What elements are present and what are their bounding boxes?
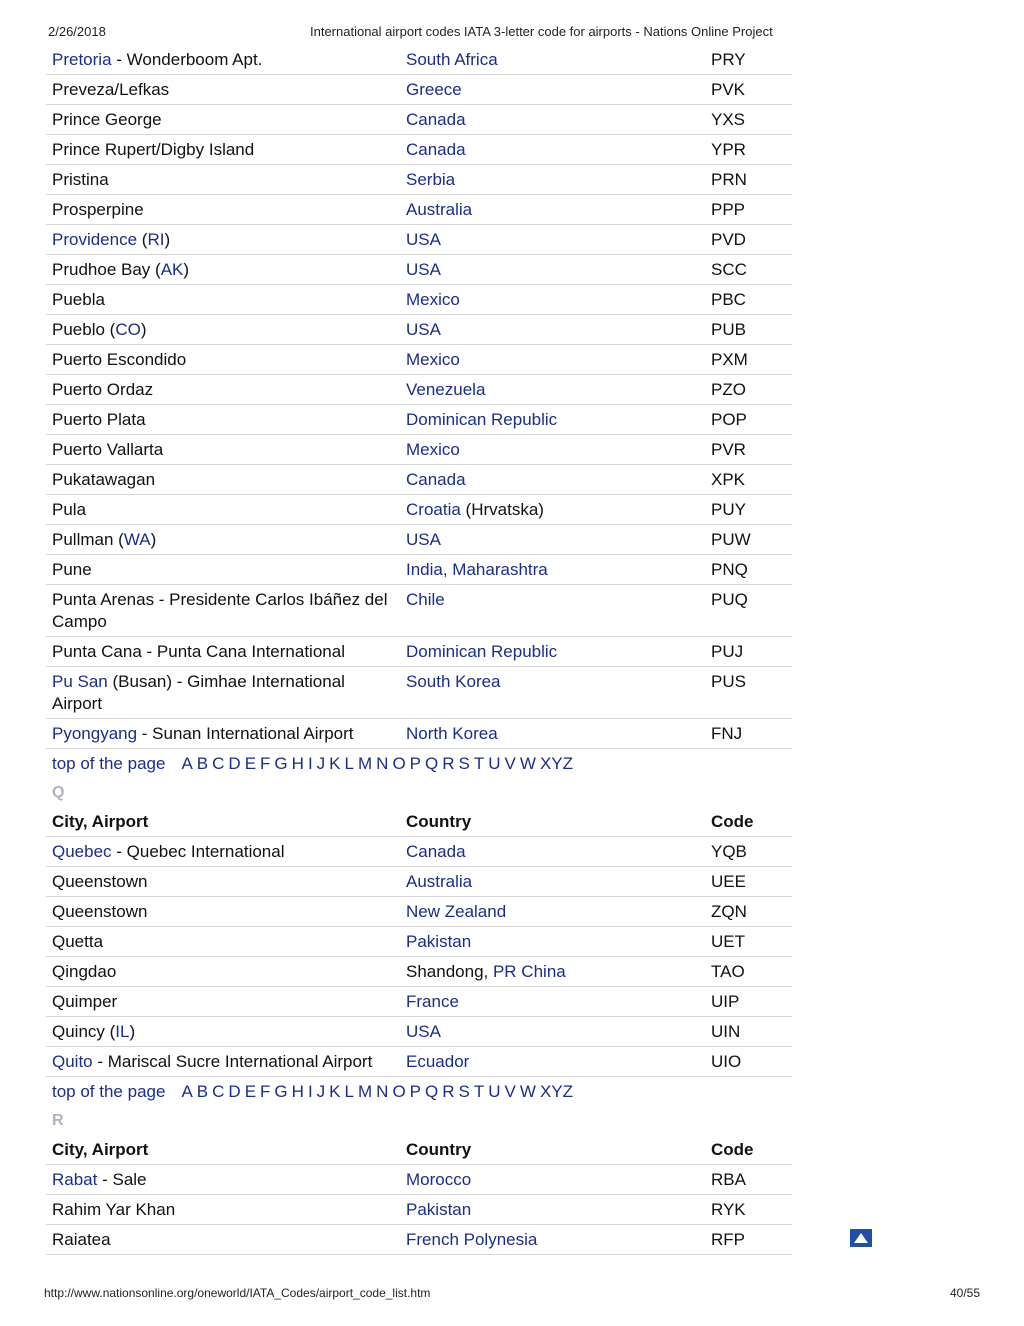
code-cell: UEE [711,872,746,891]
table-row [46,1017,792,1047]
airport-code-table [46,45,792,1255]
table-row [46,465,792,495]
letter-link[interactable]: A [181,1082,193,1101]
code-cell: UIN [711,1022,741,1041]
city-cell [46,135,400,164]
table-row [46,867,792,897]
city-cell [46,465,400,494]
city-cell [46,435,400,464]
code-cell: YXS [711,110,746,129]
letter-link[interactable]: B [196,1082,209,1101]
table-row [46,135,792,165]
city-cell [46,1195,400,1224]
link[interactable]: French Polynesia [406,1230,538,1249]
link[interactable]: CO [115,320,141,339]
back-to-top-button[interactable] [850,1229,872,1247]
letter-link[interactable]: R [442,1082,455,1101]
text: Quincy ( [52,1022,116,1041]
link[interactable]: North Korea [406,724,498,743]
table-row [46,667,792,719]
table-row [46,255,792,285]
text: Punta Cana - Punta Cana International [52,642,345,661]
link[interactable]: Morocco [406,1170,472,1189]
code-cell: PVD [711,230,746,249]
letter-link[interactable]: S [458,754,470,773]
text: - Mariscal Sucre International Airport [92,1052,373,1071]
text: (Busan) - Gimhae International Airport [52,672,345,713]
link[interactable]: USA [406,320,441,339]
text: Punta Arenas - Presidente Carlos Ibáñez del Campo [52,590,388,631]
header-city: City, Airport [52,1140,149,1159]
page-url: http://www.nationsonline.org/oneworld/IATA_Codes/airport_code_list.htm [44,1286,431,1300]
text: Pullman ( [52,530,124,549]
table-row [46,1225,792,1255]
country-cell [400,375,705,404]
link[interactable]: France [406,992,459,1011]
letter-link[interactable]: H [291,1082,304,1101]
text: ) [164,230,171,249]
letter-link[interactable]: L [344,1082,354,1101]
city-cell [46,987,400,1016]
country-cell [400,1165,705,1194]
letter-link[interactable]: W [519,1082,536,1101]
link[interactable]: AK [160,260,184,279]
link[interactable]: Providence [52,230,138,249]
link[interactable]: Serbia [406,170,456,189]
table-row [46,637,792,667]
letter-link[interactable]: I [307,754,313,773]
country-cell [400,719,705,748]
city-cell [46,315,400,344]
country-cell [400,637,705,666]
text: Pristina [52,170,109,189]
city-cell [46,837,400,866]
table-row [46,405,792,435]
section-letter: R [52,1112,64,1129]
letter-link[interactable]: D [228,1082,241,1101]
country-cell [400,255,705,284]
code-cell: TAO [711,962,745,981]
country-cell [400,465,705,494]
country-cell [400,195,705,224]
city-cell [46,75,400,104]
text: ) [150,530,157,549]
link[interactable]: USA [406,230,441,249]
code-cell: RYK [711,1200,746,1219]
link[interactable]: Rabat [52,1170,98,1189]
country-cell [400,75,705,104]
code-cell: PVK [711,80,746,99]
country-cell [400,165,705,194]
text: Pueblo ( [52,320,116,339]
letter-link[interactable]: F [260,1082,271,1101]
link[interactable]: India, Maharashtra [406,560,548,579]
text: - Wonderboom Apt. [111,50,263,69]
text: Prince George [52,110,162,129]
table-row [46,719,792,749]
table-row [46,1047,792,1077]
city-cell [46,375,400,404]
text: ) [140,320,147,339]
city-cell [46,105,400,134]
header-code: Code [711,1140,754,1159]
table-row [46,105,792,135]
code-cell: XPK [711,470,746,489]
letter-link[interactable]: I [307,1082,313,1101]
code-cell: FNJ [711,724,743,743]
code-cell: PRY [711,50,746,69]
table-row [46,375,792,405]
city-cell [46,495,400,524]
code-cell: PVR [711,440,746,459]
city-cell [46,525,400,554]
letter-link[interactable]: S [458,1082,470,1101]
city-cell [46,1225,400,1254]
table-row [46,315,792,345]
link[interactable]: Canada [406,470,466,489]
page-title: International airport codes IATA 3-letter code for airports - Nations Online Project [310,24,773,39]
text: Prudhoe Bay ( [52,260,161,279]
country-cell [400,1195,705,1224]
table-row [46,585,792,637]
text: Pula [52,500,87,519]
letter-link[interactable]: O [392,754,406,773]
country-cell [400,225,705,254]
text: (Hrvatska) [460,500,544,519]
country-cell [400,987,705,1016]
code-cell: RBA [711,1170,746,1189]
country-cell [400,495,705,524]
city-cell [46,637,400,666]
header-country: Country [406,812,472,831]
link[interactable]: Greece [406,80,462,99]
letter-link[interactable]: B [196,754,209,773]
text: Quetta [52,932,104,951]
letter-link[interactable]: L [344,754,354,773]
header-city: City, Airport [52,812,149,831]
letter-link[interactable]: T [473,754,485,773]
city-cell [46,405,400,434]
link[interactable]: New Zealand [406,902,507,921]
text: - Sale [97,1170,147,1189]
link[interactable]: Chile [406,590,445,609]
city-cell [46,255,400,284]
link[interactable]: Australia [406,872,473,891]
section-letter: Q [52,784,65,801]
text: Rahim Yar Khan [52,1200,176,1219]
code-cell: UIP [711,992,740,1011]
letter-link[interactable]: T [473,1082,485,1101]
table-row [46,45,792,75]
code-cell: PRN [711,170,747,189]
letter-link[interactable]: K [329,754,341,773]
country-cell [400,867,705,896]
alphabet-nav [46,749,792,778]
text: Puebla [52,290,105,309]
text: ( [137,230,148,249]
code-cell: PPP [711,200,746,219]
country-cell [400,667,705,718]
link[interactable]: WA [123,530,151,549]
table-row [46,435,792,465]
letter-link[interactable]: Q [425,754,439,773]
city-cell [46,957,400,986]
link[interactable]: Pu San [52,672,108,691]
top-of-page-link[interactable]: top of the page [52,754,166,773]
code-cell: PUJ [711,642,744,661]
country-cell [400,285,705,314]
table-row [46,897,792,927]
letter-link[interactable]: C [212,1082,225,1101]
code-cell: PZO [711,380,746,399]
code-cell: PBC [711,290,746,309]
table-row [46,285,792,315]
city-cell [46,897,400,926]
country-cell [400,555,705,584]
letter-link[interactable]: E [244,754,257,773]
header-country: Country [406,1140,472,1159]
code-cell: PUS [711,672,746,691]
link[interactable]: USA [406,530,441,549]
table-row [46,165,792,195]
letter-link[interactable]: H [291,754,304,773]
letter-link[interactable]: N [376,754,389,773]
code-cell: PUW [711,530,751,549]
text: Puerto Plata [52,410,146,429]
text: Queenstown [52,872,148,891]
letter-link[interactable]: Q [425,1082,439,1101]
country-cell [400,1225,705,1254]
table-row [46,195,792,225]
letter-link[interactable]: V [504,754,516,773]
text: ) [129,1022,136,1041]
text: Pune [52,560,92,579]
link[interactable]: USA [406,260,441,279]
city-cell [46,45,400,74]
city-cell [46,719,400,748]
link[interactable]: Quebec [52,842,112,861]
code-cell: PUB [711,320,746,339]
code-cell: PUQ [711,590,748,609]
letter-link[interactable]: XYZ [539,1082,573,1101]
table-row [46,1195,792,1225]
letter-link[interactable]: K [329,1082,341,1101]
city-cell [46,195,400,224]
text: Queenstown [52,902,148,921]
code-cell: PXM [711,350,748,369]
country-cell [400,837,705,866]
table-row [46,987,792,1017]
text: Puerto Ordaz [52,380,154,399]
city-cell [46,345,400,374]
print-footer [0,1284,1024,1304]
country-cell [400,405,705,434]
link[interactable]: RI [147,230,165,249]
link[interactable]: Canada [406,140,466,159]
table-row [46,837,792,867]
city-cell [46,1165,400,1194]
letter-link[interactable]: J [316,1082,326,1101]
text: Preveza/Lefkas [52,80,170,99]
link[interactable]: Ecuador [406,1052,470,1071]
country-cell [400,897,705,926]
country-cell [400,315,705,344]
link[interactable]: Dominican Republic [406,410,558,429]
text: Qingdao [52,962,117,981]
link[interactable]: Croatia [406,500,461,519]
letter-link[interactable]: G [274,754,288,773]
letter-link[interactable]: G [274,1082,288,1101]
link[interactable]: Pakistan [406,932,472,951]
letter-link[interactable]: A [181,754,193,773]
country-cell [400,1017,705,1046]
table-row [46,957,792,987]
letter-link[interactable]: W [519,754,536,773]
code-cell: SCC [711,260,747,279]
city-cell [46,285,400,314]
country-cell [400,525,705,554]
text: Pukatawagan [52,470,156,489]
letter-link[interactable]: F [260,754,271,773]
text: - Sunan International Airport [137,724,354,743]
top-of-page-link[interactable]: top of the page [52,1082,166,1101]
link[interactable]: Mexico [406,350,460,369]
text: Puerto Escondido [52,350,187,369]
city-cell [46,927,400,956]
city-cell [46,1017,400,1046]
country-cell [400,585,705,636]
code-cell: YPR [711,140,746,159]
country-cell [400,135,705,164]
city-cell [46,867,400,896]
country-cell [400,435,705,464]
letter-link[interactable]: P [409,754,422,773]
code-cell: RFP [711,1230,745,1249]
link[interactable]: Venezuela [406,380,486,399]
header-code: Code [711,812,754,831]
country-cell [400,45,705,74]
code-cell: ZQN [711,902,747,921]
text: Shandong, [406,962,493,981]
link[interactable]: South Africa [406,50,498,69]
code-cell: UIO [711,1052,742,1071]
table-row [46,927,792,957]
text: Puerto Vallarta [52,440,164,459]
table-row [46,1165,792,1195]
link[interactable]: PR China [492,962,566,981]
letter-link[interactable]: V [504,1082,516,1101]
country-cell [400,1047,705,1076]
code-cell: UET [711,932,745,951]
alphabet-nav [46,1077,792,1106]
table-row [46,495,792,525]
text: Prosperpine [52,200,144,219]
link[interactable]: South Korea [406,672,501,691]
link[interactable]: Dominican Republic [406,642,558,661]
city-cell [46,585,400,636]
country-cell [400,957,705,986]
letter-link[interactable]: XYZ [539,754,573,773]
link[interactable]: Pyongyang [52,724,138,743]
country-cell [400,927,705,956]
code-cell: PUY [711,500,746,519]
city-cell [46,165,400,194]
letter-link[interactable]: U [488,754,501,773]
link[interactable]: Mexico [406,290,460,309]
text: ) [183,260,190,279]
table-row [46,225,792,255]
page-number: 40/55 [949,1286,980,1300]
letter-link[interactable]: C [212,754,225,773]
code-cell: YQB [711,842,747,861]
city-cell [46,555,400,584]
link[interactable]: Canada [406,842,466,861]
link[interactable]: Pretoria [52,50,112,69]
table-row [46,525,792,555]
text: - Quebec International [111,842,285,861]
letter-link[interactable]: P [409,1082,422,1101]
letter-link[interactable]: R [442,754,455,773]
text: Quimper [52,992,118,1011]
letter-link[interactable]: D [228,754,241,773]
letter-link[interactable]: E [244,1082,257,1101]
text: Raiatea [52,1230,111,1249]
code-cell: POP [711,410,747,429]
country-cell [400,345,705,374]
table-row [46,345,792,375]
print-date: 2/26/2018 [48,24,106,39]
link[interactable]: USA [406,1022,441,1041]
table-header-row [46,807,792,837]
table-row [46,75,792,105]
letter-link[interactable]: O [392,1082,406,1101]
text: Prince Rupert/Digby Island [52,140,255,159]
print-header [0,22,1024,42]
letter-link[interactable]: J [316,754,326,773]
table-header-row [46,1135,792,1165]
city-cell [46,1047,400,1076]
table-row [46,555,792,585]
link[interactable]: IL [115,1022,130,1041]
link[interactable]: Canada [406,110,466,129]
link[interactable]: Quito [52,1052,93,1071]
city-cell [46,667,400,718]
country-cell [400,105,705,134]
link[interactable]: Pakistan [406,1200,472,1219]
link[interactable]: Australia [406,200,473,219]
link[interactable]: Mexico [406,440,460,459]
arrow-up-icon [853,1232,869,1244]
code-cell: PNQ [711,560,748,579]
city-cell [46,225,400,254]
letter-link[interactable]: M [357,754,373,773]
letter-link[interactable]: N [376,1082,389,1101]
letter-link[interactable]: U [488,1082,501,1101]
letter-link[interactable]: M [357,1082,373,1101]
